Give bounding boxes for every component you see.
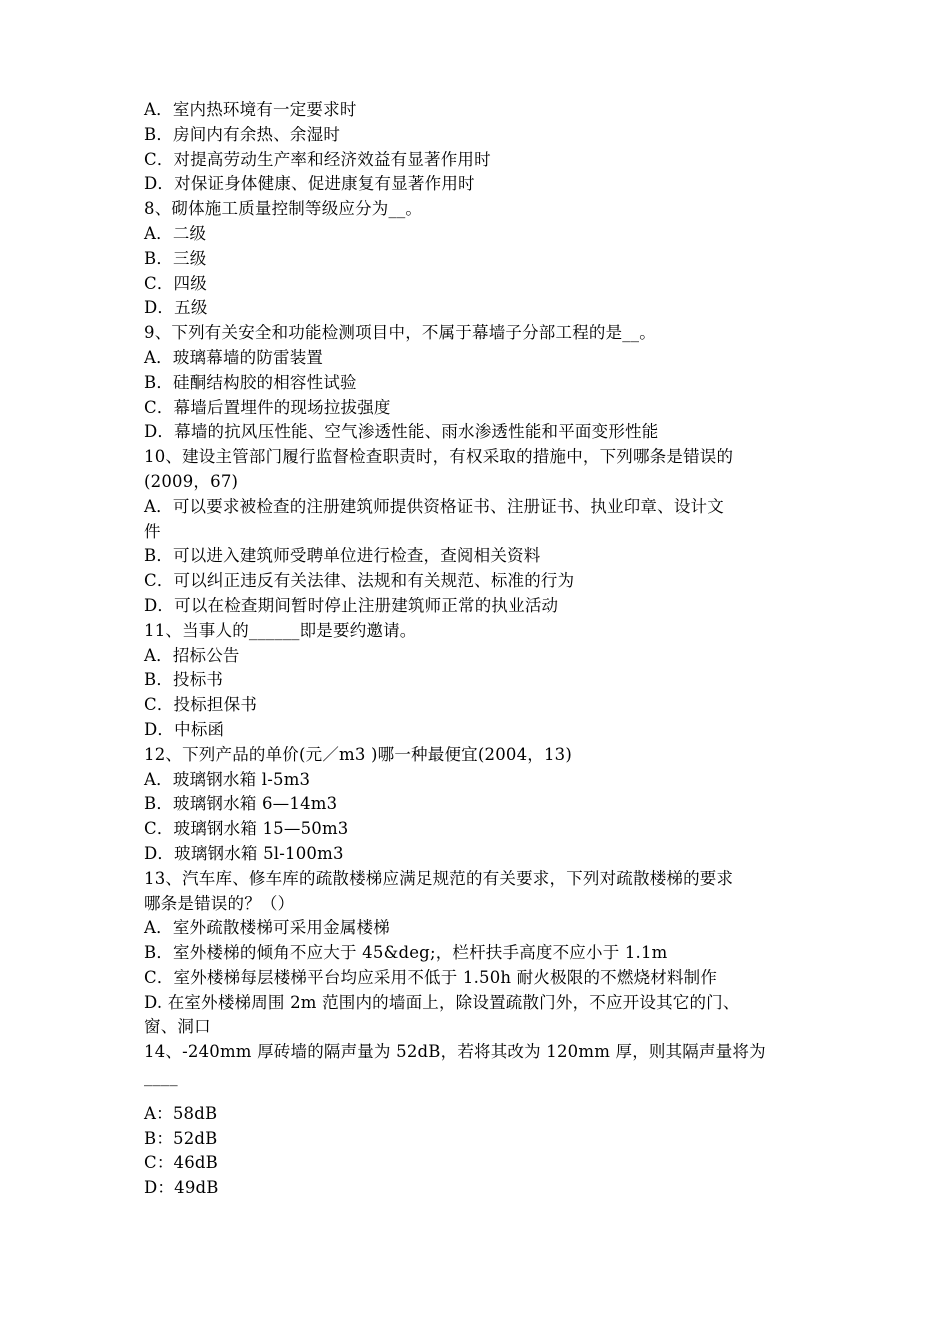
text-line: D．幕墙的抗风压性能、空气渗透性能、雨水渗透性能和平面变形性能 [144, 422, 659, 442]
text-line: C．玻璃钢水箱 15—50m3 [144, 819, 349, 839]
text-line: D．玻璃钢水箱 5l-100m3 [144, 843, 344, 863]
text-line: D．五级 [144, 298, 208, 318]
text-line: (2009，67) [144, 471, 239, 491]
question-12: 12、下列产品的单价(元／m3 )哪一种最便宜(2004，13) [144, 744, 573, 764]
text-line: A．室内热环境有一定要求时 [144, 100, 357, 119]
question-10: 10、建设主管部门履行监督检查职责时，有权采取的措施中，下列哪条是错误的 [144, 447, 734, 467]
text-line: D. 在室外楼梯周围 2m 范围内的墙面上，除设置疏散门外，不应开设其它的门、 [144, 992, 740, 1012]
text-line: A．招标公告 [144, 645, 240, 665]
text-line: B．三级 [144, 248, 207, 268]
text-line: C．室外楼梯每层楼梯平台均应采用不低于 1.50h 耐火极限的不燃烧材料制作 [144, 967, 718, 987]
text-line: D．对保证身体健康、促进康复有显著作用时 [144, 174, 475, 194]
question-8: 8、砌体施工质量控制等级应分为__。 [144, 199, 423, 219]
text-line: B．硅酮结构胶的相容性试验 [144, 372, 357, 392]
text-line: 件 [144, 521, 161, 541]
text-line: C．可以纠正违反有关法律、法规和有关规范、标准的行为 [144, 571, 575, 591]
text-line: B．玻璃钢水箱 6—14m3 [144, 794, 338, 814]
question-13: 13、汽车库、修车库的疏散楼梯应满足规范的有关要求，下列对疏散楼梯的要求 [144, 868, 734, 888]
answer-blank: ____ [144, 1067, 178, 1087]
text-line: C．对提高劳动生产率和经济效益有显著作用时 [144, 149, 491, 169]
text-line: B．可以进入建筑师受聘单位进行检查，查阅相关资料 [144, 546, 541, 566]
text-line: C：46dB [144, 1153, 219, 1173]
question-9: 9、下列有关安全和功能检测项目中，不属于幕墙子分部工程的是__。 [144, 323, 656, 343]
text-line: C．幕墙后置埋件的现场拉拔强度 [144, 397, 391, 417]
text-line: 哪条是错误的？（） [144, 893, 295, 913]
text-line: D．可以在检查期间暂时停止注册建筑师正常的执业活动 [144, 595, 559, 615]
text-line: D：49dB [144, 1178, 219, 1198]
text-line: B：52dB [144, 1128, 218, 1148]
text-line: B．室外楼梯的倾角不应大于 45&deg;，栏杆扶手高度不应小于 1.1m [144, 943, 668, 963]
document-page [144, 98, 812, 1201]
text-line: A：58dB [144, 1103, 218, 1123]
text-line: A．玻璃幕墙的防雷装置 [144, 347, 324, 367]
text-line: B．投标书 [144, 670, 224, 690]
text-line: A．室外疏散楼梯可采用金属楼梯 [144, 918, 390, 938]
text-line: A．可以要求被检查的注册建筑师提供资格证书、注册证书、执业印章、设计文 [144, 496, 724, 516]
text-line: B．房间内有余热、余湿时 [144, 124, 341, 144]
text-line: C．投标担保书 [144, 695, 258, 715]
text-line: A．二级 [144, 223, 207, 243]
text-line: C．四级 [144, 273, 207, 293]
text-line: D．中标函 [144, 719, 225, 739]
text-line: 窗、洞口 [144, 1017, 211, 1037]
question-11: 11、当事人的______即是要约邀请。 [144, 620, 417, 640]
text-line: A．玻璃钢水箱 l-5m3 [144, 769, 311, 789]
question-14: 14、-240mm 厚砖墙的隔声量为 52dB，若将其改为 120mm 厚，则其隔声量将为 [144, 1042, 766, 1062]
